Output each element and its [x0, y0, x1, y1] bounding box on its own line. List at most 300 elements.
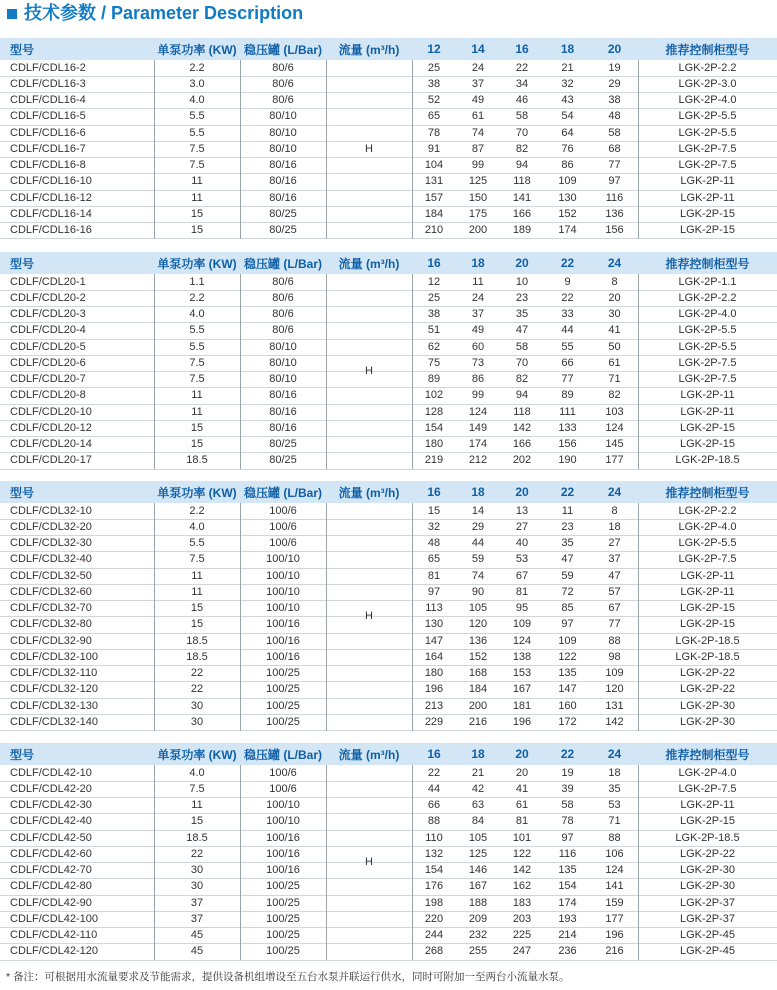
value-cell: 80/16 [269, 405, 297, 418]
value-cell: 18.5 [186, 634, 208, 647]
controller-cell: LGK-2P-30 [679, 715, 736, 728]
model-cell: CDLF/CDL16-2 [10, 61, 86, 74]
value-cell: 109 [558, 175, 577, 188]
value-cell: 37 [471, 77, 485, 90]
value-cell: 86 [561, 159, 574, 172]
model-cell: CDLF/CDL32-20 [10, 520, 92, 533]
value-cell: 18.5 [186, 650, 208, 663]
value-cell: 160 [558, 699, 577, 712]
value-cell: 202 [512, 454, 532, 467]
value-cell: 147 [558, 683, 577, 696]
value-cell: 132 [424, 847, 444, 860]
controller-cell: LGK-2P-4.0 [678, 308, 737, 321]
value-cell: 76 [561, 142, 574, 155]
column-divider [154, 274, 155, 469]
value-cell: 162 [512, 880, 532, 893]
value-cell: 22 [190, 683, 204, 696]
value-cell: 29 [471, 520, 485, 533]
value-cell: 80/6 [272, 324, 294, 337]
value-cell: 61 [515, 799, 529, 812]
value-cell: 97 [561, 831, 574, 844]
value-cell: 142 [512, 421, 532, 434]
model-cell: CDLF/CDL42-20 [10, 782, 92, 795]
model-cell: CDLF/CDL16-16 [10, 224, 92, 237]
header-flow-value: 22 [560, 485, 575, 499]
value-cell: 61 [471, 110, 485, 123]
value-cell: 122 [558, 650, 577, 663]
value-cell: 55 [561, 340, 574, 353]
model-cell: CDLF/CDL32-100 [10, 650, 99, 663]
value-cell: 124 [512, 634, 532, 647]
value-cell: 24 [471, 61, 485, 74]
value-cell: 22 [515, 61, 529, 74]
value-cell: 57 [608, 585, 621, 598]
controller-cell: LGK-2P-11 [680, 585, 735, 598]
column-divider [240, 503, 241, 731]
controller-cell: LGK-2P-5.5 [678, 324, 737, 337]
model-cell: CDLF/CDL32-10 [10, 504, 92, 517]
value-cell: 7.5 [189, 553, 205, 566]
value-cell: 180 [424, 438, 444, 451]
column-divider [154, 60, 155, 239]
value-cell: 80/16 [269, 421, 297, 434]
value-cell: 37 [190, 912, 204, 925]
value-cell: 232 [468, 929, 488, 942]
value-cell: 48 [427, 537, 441, 550]
value-cell: 104 [424, 159, 444, 172]
model-cell: CDLF/CDL16-8 [10, 159, 86, 172]
value-cell: 37 [190, 896, 204, 909]
header-flow-value: 24 [607, 485, 622, 499]
value-cell: 220 [424, 912, 444, 925]
value-cell: 150 [468, 191, 488, 204]
value-cell: 142 [605, 715, 624, 728]
header-flow-value: 18 [471, 747, 485, 761]
value-cell: 11 [561, 504, 574, 517]
value-cell: 80/10 [269, 373, 297, 386]
header-flow-value: 16 [515, 42, 529, 56]
value-cell: 142 [512, 864, 532, 877]
value-cell: 87 [471, 142, 485, 155]
value-cell: 54 [561, 110, 574, 123]
model-cell: CDLF/CDL16-10 [10, 175, 92, 188]
value-cell: 100/25 [266, 715, 300, 728]
value-cell: 100/10 [266, 602, 300, 615]
model-cell: CDLF/CDL42-120 [10, 945, 99, 958]
header-model: 型号 [10, 42, 35, 57]
value-cell: 61 [608, 356, 621, 369]
value-cell: 100/10 [266, 553, 300, 566]
controller-cell: LGK-2P-37 [679, 912, 736, 925]
column-divider [638, 503, 639, 731]
value-cell: 174 [558, 896, 577, 909]
value-cell: 177 [605, 912, 624, 925]
controller-cell: LGK-2P-5.5 [678, 537, 737, 550]
model-cell: CDLF/CDL16-6 [10, 126, 86, 139]
header-model: 型号 [10, 747, 35, 762]
header-flow-value: 24 [607, 747, 622, 761]
controller-cell: LGK-2P-4.0 [678, 520, 737, 533]
value-cell: 5.5 [189, 110, 205, 123]
value-cell: 11 [191, 585, 203, 598]
value-cell: 124 [605, 421, 624, 434]
controller-cell: LGK-2P-15 [679, 602, 736, 615]
value-cell: 247 [512, 945, 532, 958]
column-divider [638, 274, 639, 469]
controller-cell: LGK-2P-7.5 [678, 373, 737, 386]
value-cell: 80/25 [269, 454, 297, 467]
value-cell: 44 [471, 537, 485, 550]
model-cell: CDLF/CDL20-14 [10, 438, 92, 451]
column-divider [412, 765, 413, 960]
value-cell: 130 [424, 618, 444, 631]
value-cell: 15 [190, 421, 204, 434]
header-power: 单泵功率 (KW) [157, 747, 237, 762]
value-cell: 128 [424, 405, 444, 418]
column-divider [326, 274, 327, 469]
value-cell: 18 [608, 766, 621, 779]
value-cell: 1.1 [189, 275, 205, 288]
value-cell: 156 [605, 224, 624, 237]
value-cell: 73 [471, 356, 485, 369]
value-cell: 154 [424, 421, 444, 434]
value-cell: 133 [558, 421, 577, 434]
value-cell: 2.2 [189, 291, 205, 304]
column-divider [326, 765, 327, 960]
value-cell: 190 [558, 454, 577, 467]
value-cell: 180 [424, 667, 444, 680]
value-cell: 156 [558, 438, 577, 451]
value-cell: 68 [608, 142, 621, 155]
value-cell: 77 [608, 159, 621, 172]
header-flow-value: 12 [427, 42, 441, 56]
header-flow: 流量 (m³/h) [338, 256, 400, 271]
column-divider [240, 765, 241, 960]
value-cell: 47 [515, 324, 529, 337]
value-cell: 21 [561, 61, 574, 74]
value-cell: 7.5 [189, 356, 205, 369]
value-cell: 72 [561, 585, 574, 598]
value-cell: 7.5 [189, 159, 205, 172]
column-divider [638, 60, 639, 239]
value-cell: 196 [605, 929, 624, 942]
controller-cell: LGK-2P-15 [679, 618, 736, 631]
value-cell: 268 [424, 945, 444, 958]
value-cell: 11 [191, 389, 203, 402]
model-cell: CDLF/CDL20-10 [10, 405, 92, 418]
value-cell: 100/25 [266, 683, 300, 696]
value-cell: 174 [558, 224, 577, 237]
controller-cell: LGK-2P-5.5 [678, 110, 737, 123]
value-cell: 66 [427, 799, 441, 812]
value-cell: 44 [561, 324, 574, 337]
column-divider [240, 274, 241, 469]
value-cell: 82 [515, 142, 529, 155]
value-cell: 89 [561, 389, 574, 402]
value-cell: 100/6 [269, 766, 297, 779]
model-cell: CDLF/CDL32-120 [10, 683, 99, 696]
value-cell: 125 [468, 175, 488, 188]
value-cell: 147 [424, 634, 444, 647]
model-cell: CDLF/CDL32-110 [10, 667, 98, 680]
value-cell: 167 [512, 683, 532, 696]
controller-cell: LGK-2P-2.2 [678, 61, 737, 74]
value-cell: 67 [515, 569, 529, 582]
controller-cell: LGK-2P-37 [679, 896, 736, 909]
value-cell: 213 [424, 699, 444, 712]
value-cell: 30 [190, 699, 204, 712]
value-cell: 9 [564, 275, 571, 288]
value-cell: 58 [515, 340, 529, 353]
value-cell: 153 [512, 667, 532, 680]
value-cell: 23 [561, 520, 574, 533]
value-cell: 38 [427, 308, 441, 321]
value-cell: 3.0 [189, 77, 205, 90]
value-cell: 74 [471, 126, 485, 139]
value-cell: 4.0 [189, 766, 205, 779]
value-cell: 159 [605, 896, 624, 909]
model-cell: CDLF/CDL20-17 [10, 454, 92, 467]
controller-cell: LGK-2P-7.5 [678, 553, 737, 566]
value-cell: 100/6 [269, 537, 297, 550]
value-cell: 99 [471, 389, 485, 402]
header-flow-value: 18 [471, 256, 485, 270]
value-cell: 214 [558, 929, 577, 942]
value-cell: 59 [561, 569, 574, 582]
value-cell: 81 [515, 815, 529, 828]
value-cell: 172 [558, 715, 577, 728]
header-flow: 流量 (m³/h) [338, 747, 400, 762]
value-cell: 39 [561, 782, 574, 795]
model-cell: CDLF/CDL20-2 [10, 291, 86, 304]
value-cell: 89 [427, 373, 441, 386]
model-cell: CDLF/CDL20-12 [10, 421, 92, 434]
value-cell: 47 [561, 553, 574, 566]
value-cell: 116 [605, 191, 624, 204]
value-cell: 27 [608, 537, 621, 550]
value-cell: 212 [468, 454, 488, 467]
value-cell: 45 [190, 929, 204, 942]
value-cell: 48 [608, 110, 621, 123]
value-cell: 77 [561, 373, 574, 386]
header-flow: 流量 (m³/h) [338, 42, 400, 57]
value-cell: 174 [468, 438, 488, 451]
value-cell: 18 [608, 520, 621, 533]
model-cell: CDLF/CDL20-5 [10, 340, 86, 353]
value-cell: 7.5 [189, 782, 205, 795]
value-cell: 11 [191, 405, 203, 418]
value-cell: 200 [468, 699, 488, 712]
column-divider [154, 503, 155, 731]
value-cell: 7.5 [189, 142, 205, 155]
column-divider [326, 503, 327, 731]
value-cell: 15 [190, 602, 204, 615]
value-cell: 25 [427, 291, 441, 304]
value-cell: 141 [512, 191, 532, 204]
value-cell: 71 [608, 373, 621, 386]
value-cell: 124 [468, 405, 488, 418]
value-cell: 4.0 [189, 520, 205, 533]
value-cell: 8 [611, 504, 618, 517]
value-cell: 22 [190, 847, 204, 860]
value-cell: 210 [424, 224, 444, 237]
value-cell: 80/10 [269, 126, 297, 139]
value-cell: 100/25 [266, 667, 300, 680]
value-cell: 103 [605, 405, 624, 418]
value-cell: 97 [561, 618, 574, 631]
value-cell: 154 [424, 864, 444, 877]
controller-cell: LGK-2P-5.5 [678, 340, 737, 353]
value-cell: 18.5 [186, 454, 208, 467]
controller-cell: LGK-2P-11 [680, 175, 735, 188]
model-cell: CDLF/CDL32-30 [10, 537, 92, 550]
value-cell: 30 [190, 864, 204, 877]
header-tank: 稳压罐 (L/Bar) [243, 747, 322, 762]
value-cell: 97 [608, 175, 621, 188]
controller-cell: LGK-2P-7.5 [678, 159, 737, 172]
controller-cell: LGK-2P-7.5 [678, 782, 737, 795]
value-cell: 15 [190, 207, 204, 220]
controller-cell: LGK-2P-11 [680, 191, 735, 204]
controller-cell: LGK-2P-1.1 [678, 275, 737, 288]
value-cell: 11 [191, 569, 203, 582]
value-cell: 8 [611, 275, 618, 288]
value-cell: 21 [471, 766, 485, 779]
value-cell: 100/25 [266, 880, 300, 893]
value-cell: 35 [608, 782, 621, 795]
column-divider [240, 60, 241, 239]
value-cell: 18.5 [186, 831, 208, 844]
model-cell: CDLF/CDL42-80 [10, 880, 92, 893]
controller-cell: LGK-2P-11 [680, 389, 735, 402]
value-cell: 136 [468, 634, 488, 647]
value-cell: 99 [471, 159, 485, 172]
value-cell: 22 [190, 667, 204, 680]
model-cell: CDLF/CDL20-6 [10, 356, 86, 369]
value-cell: 44 [427, 782, 441, 795]
value-cell: 64 [561, 126, 574, 139]
footnote: * 备注：可根据用水流量要求及节能需求，提供设备机组增设至五台水泵并联运行供水，同时可附加一至两台小流量水泵。 [6, 971, 570, 983]
value-cell: 15 [190, 224, 204, 237]
model-cell: CDLF/CDL20-4 [10, 324, 86, 337]
header-controller: 推荐控制柜型号 [665, 42, 750, 57]
controller-cell: LGK-2P-4.0 [678, 766, 737, 779]
value-cell: 80/25 [269, 224, 297, 237]
value-cell: 109 [558, 634, 577, 647]
value-cell: 131 [424, 175, 444, 188]
value-cell: 255 [468, 945, 488, 958]
controller-cell: LGK-2P-45 [679, 945, 736, 958]
value-cell: 136 [605, 207, 624, 220]
header-flow-value: 20 [515, 747, 529, 761]
controller-cell: LGK-2P-2.2 [678, 504, 737, 517]
value-cell: 11 [191, 175, 203, 188]
value-cell: 177 [605, 454, 624, 467]
value-cell: 20 [608, 291, 621, 304]
value-cell: 146 [468, 864, 488, 877]
value-cell: 58 [561, 799, 574, 812]
value-cell: 80/25 [269, 438, 297, 451]
value-cell: 131 [605, 699, 624, 712]
value-cell: 80/6 [272, 308, 294, 321]
model-cell: CDLF/CDL20-3 [10, 308, 86, 321]
value-cell: 141 [605, 880, 624, 893]
value-cell: 80/10 [269, 142, 297, 155]
value-cell: 91 [427, 142, 441, 155]
value-cell: 4.0 [189, 308, 205, 321]
controller-cell: LGK-2P-3.0 [678, 77, 737, 90]
value-cell: 181 [512, 699, 532, 712]
value-cell: 27 [515, 520, 529, 533]
model-cell: CDLF/CDL16-12 [10, 191, 92, 204]
value-cell: 209 [468, 912, 488, 925]
value-cell: 30 [190, 880, 204, 893]
controller-cell: LGK-2P-4.0 [678, 94, 737, 107]
value-cell: 216 [605, 945, 624, 958]
header-flow-value: 16 [427, 747, 441, 761]
value-cell: 50 [608, 340, 621, 353]
h-label: H [365, 365, 373, 377]
controller-cell: LGK-2P-18.5 [675, 650, 740, 663]
value-cell: 124 [605, 864, 624, 877]
model-cell: CDLF/CDL20-7 [10, 373, 86, 386]
controller-cell: LGK-2P-7.5 [678, 142, 737, 155]
value-cell: 80/6 [272, 94, 294, 107]
value-cell: 70 [515, 356, 529, 369]
header-power: 单泵功率 (KW) [157, 256, 237, 271]
value-cell: 41 [608, 324, 621, 337]
model-cell: CDLF/CDL16-5 [10, 110, 86, 123]
value-cell: 23 [515, 291, 529, 304]
header-power: 单泵功率 (KW) [157, 485, 237, 500]
value-cell: 85 [561, 602, 574, 615]
value-cell: 200 [468, 224, 488, 237]
column-divider [412, 274, 413, 469]
controller-cell: LGK-2P-18.5 [675, 634, 740, 647]
value-cell: 216 [468, 715, 488, 728]
value-cell: 37 [608, 553, 621, 566]
value-cell: 49 [471, 94, 485, 107]
value-cell: 53 [515, 553, 529, 566]
column-divider [326, 60, 327, 239]
value-cell: 109 [605, 667, 624, 680]
value-cell: 168 [468, 667, 488, 680]
controller-cell: LGK-2P-30 [679, 864, 736, 877]
header-flow-value: 20 [607, 42, 622, 56]
controller-cell: LGK-2P-30 [679, 880, 736, 893]
controller-cell: LGK-2P-22 [679, 667, 736, 680]
controller-cell: LGK-2P-22 [679, 683, 736, 696]
value-cell: 35 [515, 308, 529, 321]
controller-cell: LGK-2P-15 [679, 207, 736, 220]
value-cell: 80/10 [269, 356, 297, 369]
value-cell: 5.5 [189, 537, 205, 550]
value-cell: 47 [608, 569, 621, 582]
controller-cell: LGK-2P-15 [679, 438, 736, 451]
model-cell: CDLF/CDL16-7 [10, 142, 86, 155]
value-cell: 13 [515, 504, 529, 517]
value-cell: 100/10 [266, 799, 300, 812]
value-cell: 125 [468, 847, 488, 860]
value-cell: 118 [513, 405, 531, 418]
value-cell: 152 [558, 207, 577, 220]
value-cell: 135 [558, 667, 577, 680]
value-cell: 32 [561, 77, 574, 90]
model-cell: CDLF/CDL32-50 [10, 569, 92, 582]
model-cell: CDLF/CDL16-14 [10, 207, 92, 220]
value-cell: 81 [427, 569, 441, 582]
value-cell: 105 [468, 831, 488, 844]
